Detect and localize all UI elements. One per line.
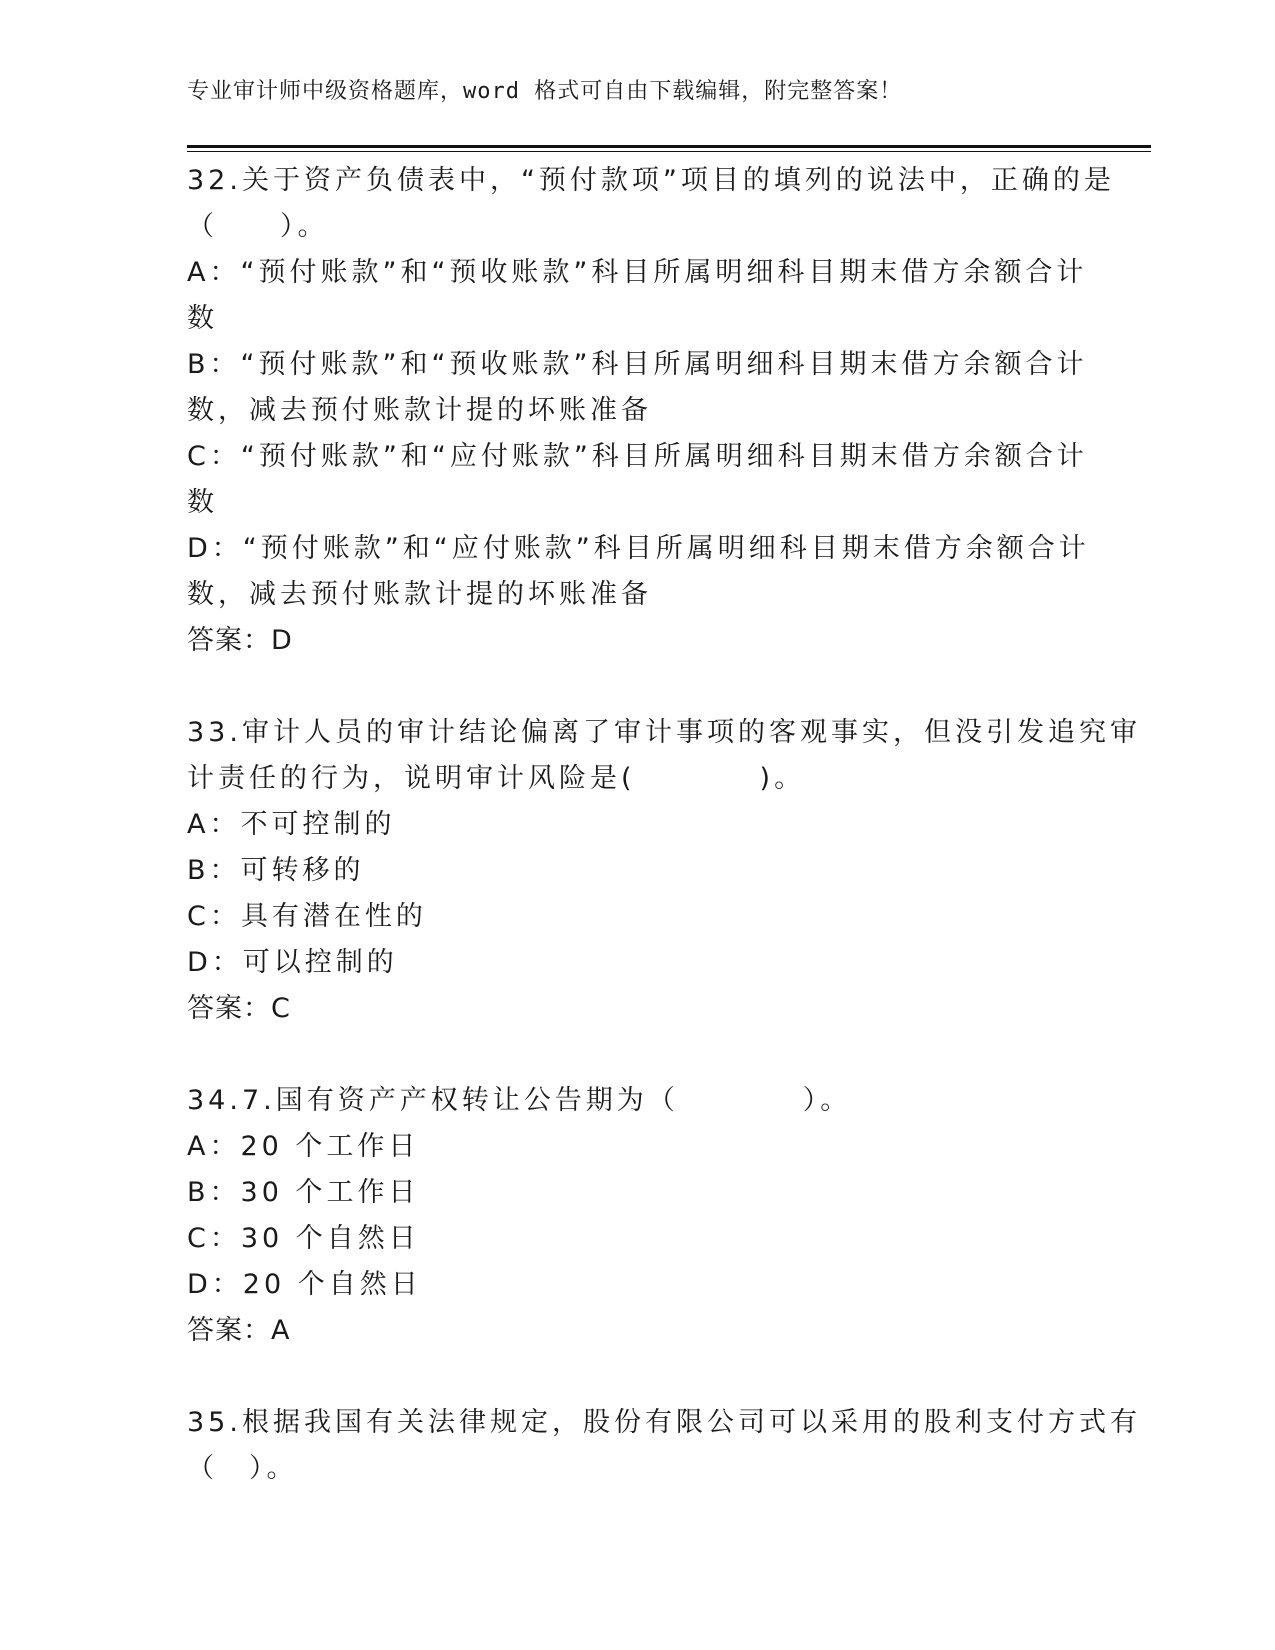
question-line: 数，减去预付账款计提的坏账准备 — [187, 579, 652, 610]
question-stem: 35.根据我国有关法律规定，股份有限公司可以采用的股利支付方式有 — [187, 1407, 1141, 1438]
question-line: B：30 个工作日 — [187, 1177, 420, 1208]
question-line: 数，减去预付账款计提的坏账准备 — [187, 395, 652, 426]
question-line: 数 — [187, 303, 218, 334]
question-list — [187, 158, 1141, 1492]
question-stem: 32.关于资产负债表中，“预付款项”项目的填列的说法中，正确的是 — [187, 165, 1115, 196]
question-block — [187, 1078, 1087, 1354]
question-line: D：20 个自然日 — [187, 1269, 422, 1300]
header-divider-thick — [187, 145, 1151, 148]
question-line: （ ）。 — [187, 1453, 298, 1484]
question-line: A：不可控制的 — [187, 809, 396, 840]
question-line: D：可以控制的 — [187, 947, 398, 978]
question-stem: 34.7.国有资产产权转让公告期为（ ）。 — [187, 1085, 852, 1116]
question-line: （ ）。 — [187, 211, 329, 242]
question-line: 计责任的行为，说明审计风险是( )。 — [187, 763, 806, 794]
question-line: C：30 个自然日 — [187, 1223, 420, 1254]
question-line: B：“预付账款”和“预收账款”科目所属明细科目期末借方余额合计 — [187, 349, 1088, 380]
question-block — [187, 1400, 1141, 1492]
question-line: D：“预付账款”和“应付账款”科目所属明细科目期末借方余额合计 — [187, 533, 1090, 564]
question-block — [187, 158, 1115, 664]
answer-line: 答案：D — [187, 625, 293, 656]
question-stem: 33.审计人员的审计结论偏离了审计事项的客观事实，但没引发追究审 — [187, 717, 1141, 748]
header-note: 专业审计师中级资格题库，word 格式可自由下载编辑，附完整答案！ — [187, 79, 903, 104]
question-line: A：“预付账款”和“预收账款”科目所属明细科目期末借方余额合计 — [187, 257, 1088, 288]
question-block — [187, 710, 1141, 1032]
answer-line: 答案：C — [187, 993, 291, 1024]
header-divider-thin — [187, 151, 1151, 152]
question-line: A：20 个工作日 — [187, 1131, 420, 1162]
question-line: C：具有潜在性的 — [187, 901, 427, 932]
answer-line: 答案：A — [187, 1315, 291, 1346]
question-line: B：可转移的 — [187, 855, 365, 886]
question-line: 数 — [187, 487, 218, 518]
question-line: C：“预付账款”和“应付账款”科目所属明细科目期末借方余额合计 — [187, 441, 1088, 472]
